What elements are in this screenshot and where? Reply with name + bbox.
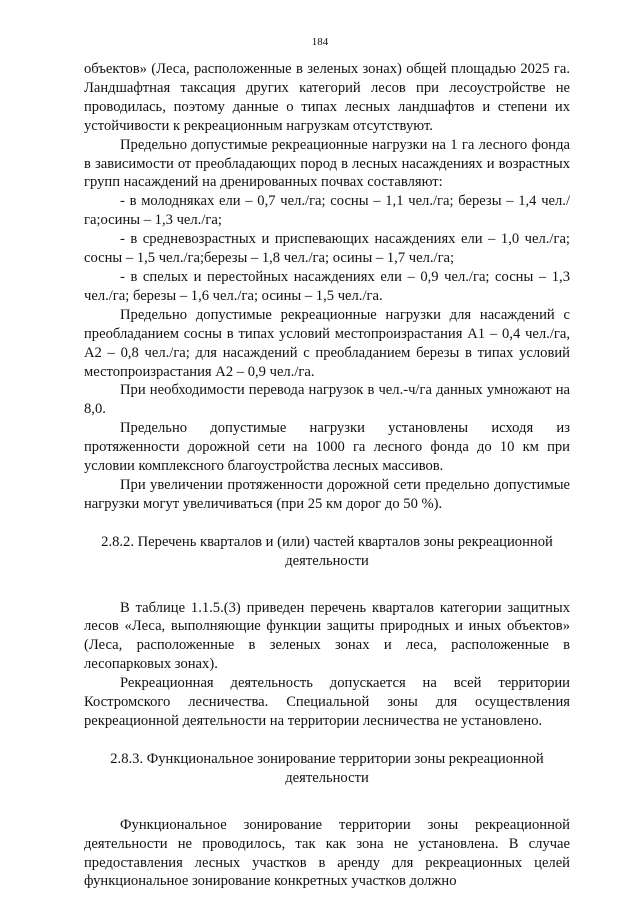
paragraph: Предельно допустимые рекреационные нагрузки для насаждений с преобладанием сосны в типах условий местопроизрастания А1 – 0,4 чел./га, А2 – 0,8 чел./га; для насаждений с преобладанием березы в типах условий местопроизрастания А2 – 0,9 чел./га. — [84, 306, 570, 380]
heading-line: деятельности — [285, 769, 369, 786]
heading-line: 2.8.3. Функциональное зонирование территории зоны рекреационной — [110, 750, 544, 767]
page-number: 184 — [311, 36, 329, 48]
document-body — [84, 60, 570, 891]
list-item: - в молодняках ели – 0,7 чел./га; сосны – 1,1 чел./га; березы – 1,4 чел./га;осины – 1,3 чел./га; — [84, 193, 570, 229]
paragraph: Функциональное зонирование территории зоны рекреационной деятельности не проводилось, так как зона не установлена. В случае предоставления лесных участков в аренду для рекреационных целей функциональное зонирование конкретных участков должно — [84, 816, 570, 890]
heading-line: 2.8.2. Перечень кварталов и (или) частей кварталов зоны рекреационной — [101, 533, 553, 550]
paragraph: При необходимости перевода нагрузок в чел.-ч/га данных умножают на 8,0. — [84, 382, 570, 418]
list-item: - в средневозрастных и приспевающих насаждениях ели – 1,0 чел./га; сосны – 1,5 чел./га;березы – 1,8 чел./га; осины – 1,7 чел./га; — [84, 231, 570, 267]
paragraph: Предельно допустимые нагрузки установлены исходя из протяженности дорожной сети на 1000 га лесного фонда до 10 км при условии комплексного благоустройства лесных массивов. — [84, 420, 570, 475]
paragraph: Предельно допустимые рекреационные нагрузки на 1 га лесного фонда в зависимости от преобладающих пород в лесных насаждениях и возрастных групп насаждений на дренированных почвах составляют: — [84, 136, 570, 191]
heading-line: деятельности — [285, 552, 369, 569]
paragraph: В таблице 1.1.5.(3) приведен перечень кварталов категории защитных лесов «Леса, выполняющие функции защиты природных и иных объектов» (Леса, расположенные в зеленых зонах и леса, расположенные в лесопарковых зонах). — [84, 599, 570, 673]
paragraph: объектов» (Леса, расположенные в зеленых зонах) общей площадью 2025 га. Ландшафтная таксация других категорий лесов при лесоустройстве не проводилась, поэтому данные о типах лесных ландшафтов и степени их устойчивости к рекреационным нагрузкам отсутствуют. — [84, 61, 570, 134]
section-heading-2-8-2 — [84, 533, 570, 571]
paragraph: Рекреационная деятельность допускается на всей территории Костромского лесничества. Специальной зоны для осуществления рекреационной деятельности на территории лесничества не установлено. — [84, 675, 570, 729]
list-item: - в спелых и перестойных насаждениях ели – 0,9 чел./га; сосны – 1,3 чел./га; березы – 1,6 чел./га; осины – 1,5 чел./га. — [84, 268, 570, 304]
section-heading-2-8-3 — [84, 750, 570, 788]
paragraph: При увеличении протяженности дорожной сети предельно допустимые нагрузки могут увеличиваться (при 25 км дорог до 50 %). — [84, 476, 570, 512]
